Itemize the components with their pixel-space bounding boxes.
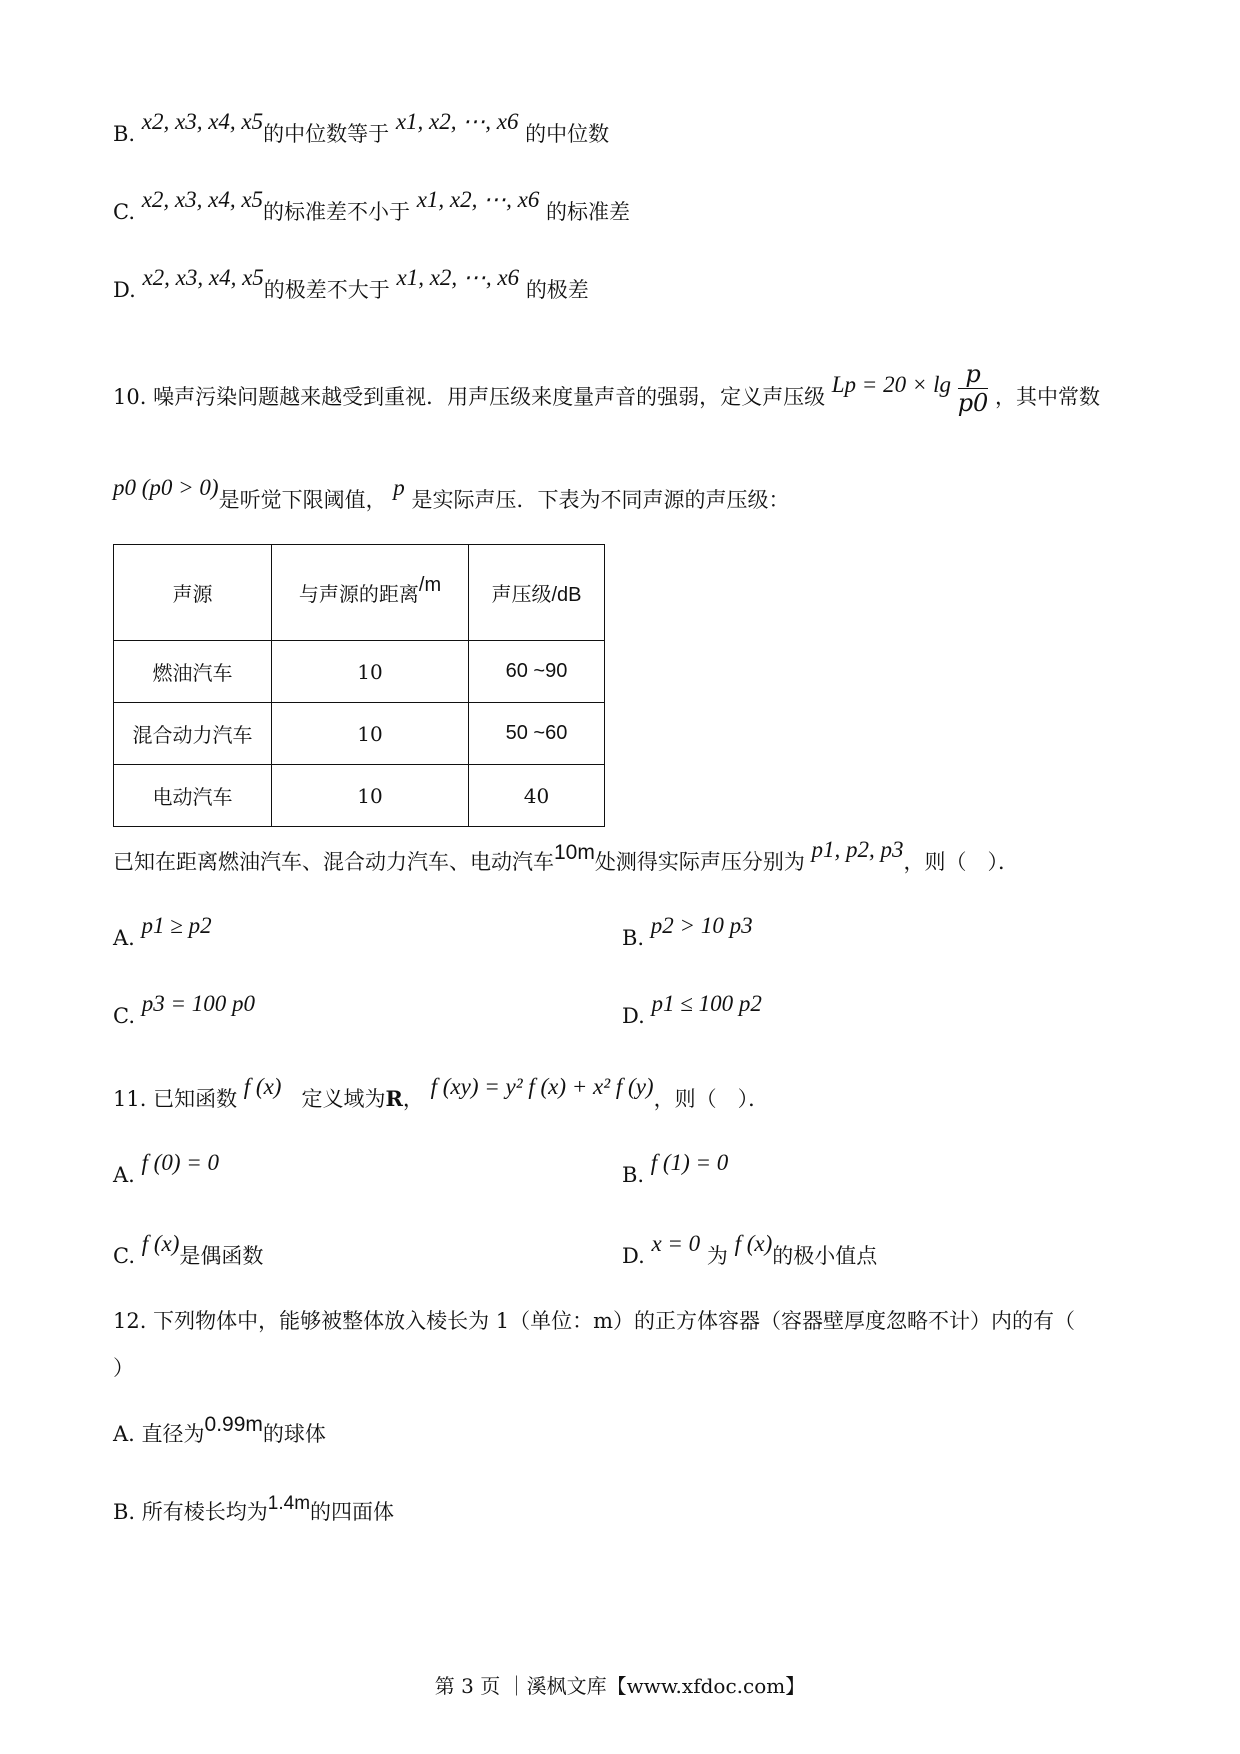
question-text: ，则（ ）． — [653, 1087, 770, 1111]
table-cell: 燃油汽车 — [114, 641, 272, 703]
option-text: 的极小值点 — [772, 1244, 878, 1268]
q11-option-a — [113, 1150, 220, 1188]
math-expression: p3 = 100 p0 — [141, 991, 255, 1016]
option-label: B. — [622, 1163, 645, 1187]
table-cell: 10 — [272, 703, 469, 765]
q12-option-b — [113, 1493, 395, 1526]
math-expression: f (1) = 0 — [650, 1150, 729, 1175]
q10-stem-line2 — [113, 475, 790, 514]
math-expression: f (x) — [243, 1074, 282, 1099]
page-footer: 第 3 页 ｜溪枫文库【www.xfdoc.com】 — [434, 1674, 806, 1698]
fraction-denominator: p0 — [957, 389, 989, 417]
header-unit: /m — [418, 574, 442, 596]
option-label: C. — [113, 200, 135, 224]
q11-option-b — [622, 1150, 729, 1188]
q11-option-d — [622, 1231, 878, 1270]
q12-stem — [113, 1305, 1075, 1335]
table-cell: 60 ~90 — [469, 641, 605, 703]
option-label: A. — [113, 1163, 135, 1187]
question-text: ， — [402, 1087, 424, 1111]
fraction — [958, 360, 989, 417]
table-cell: 40 — [469, 765, 605, 827]
option-text: 的标准差不小于 — [263, 200, 411, 224]
math-expression: x = 0 — [651, 1231, 701, 1256]
option-text: 的中位数 — [525, 122, 610, 146]
header-unit: /dB — [551, 584, 582, 606]
q10-option-c — [113, 991, 255, 1029]
table-cell: 电动汽车 — [114, 765, 272, 827]
question-text: 是实际声压．下表为不同声源的声压级： — [411, 488, 790, 512]
real-numbers-symbol: R — [385, 1086, 403, 1111]
math-value: 1.4m — [267, 1493, 311, 1514]
math-expression: p1 ≥ p2 — [141, 913, 212, 938]
math-value: 0.99m — [204, 1413, 263, 1436]
math-expression: x1, x2, ⋯, x6 — [396, 265, 520, 290]
table-cell: 50 ~60 — [469, 703, 605, 765]
math-expression: x1, x2, ⋯, x6 — [416, 187, 540, 212]
q10-given — [113, 837, 1020, 876]
math-expression: f (x) — [141, 1231, 180, 1256]
option-label: D. — [113, 278, 136, 302]
math-expression: f (0) = 0 — [141, 1150, 220, 1175]
option-text: 的四面体 — [310, 1500, 395, 1524]
q10-option-a — [113, 913, 212, 951]
table-header: 声源 — [114, 545, 272, 641]
q10-option-b — [622, 913, 753, 951]
question-text: 处测得实际声压分别为 — [594, 850, 805, 874]
math-expression: x1, x2, ⋯, x6 — [395, 109, 519, 134]
option-label: A. — [113, 926, 135, 950]
math-expression: f (x) — [734, 1231, 773, 1256]
option-text: 的中位数等于 — [263, 122, 390, 146]
table-header — [272, 545, 469, 641]
q12-option-a — [113, 1413, 326, 1448]
table-row — [114, 765, 605, 827]
question-text: 12. 下列物体中，能够被整体放入棱长为 1（单位：m）的正方体容器（容器壁厚度忽略不计）内的有（ — [113, 1309, 1076, 1333]
question-text: ） — [113, 1356, 134, 1380]
math-expression: p1 ≤ 100 p2 — [651, 991, 762, 1016]
question-text: 10. 噪声污染问题越来越受到重视．用声压级来度量声音的强弱，定义声压级 — [113, 385, 826, 409]
table-row — [114, 641, 605, 703]
option-text: 的球体 — [262, 1422, 326, 1446]
option-label: C. — [113, 1004, 135, 1028]
math-expression: p1, p2, p3 — [811, 837, 904, 862]
math-expression: p — [393, 475, 405, 500]
question-text: 是听觉下限阈值， — [218, 488, 387, 512]
q11-stem — [113, 1074, 770, 1113]
q11-option-c — [113, 1231, 264, 1270]
table-cell: 10 — [272, 641, 469, 703]
option-label: B. — [622, 926, 645, 950]
option-label: D. — [622, 1004, 645, 1028]
option-text: 是偶函数 — [179, 1244, 264, 1268]
question-text: ，则（ ）． — [903, 850, 1020, 874]
header-text: 与声源的距离 — [298, 582, 419, 606]
q12-stem-line2 — [113, 1352, 134, 1382]
q9-option-c — [113, 187, 631, 226]
question-text: 已知在距离燃油汽车、混合动力汽车、电动汽车 — [113, 850, 554, 874]
question-text: 11. 已知函数 — [113, 1087, 238, 1111]
option-text: 的标准差 — [546, 200, 631, 224]
math-expression: x2, x3, x4, x5 — [142, 265, 264, 290]
math-expression: x2, x3, x4, x5 — [141, 109, 264, 134]
question-text: ，其中常数 — [995, 385, 1101, 409]
sound-level-table — [113, 544, 605, 827]
option-text: 为 — [706, 1244, 728, 1268]
q9-option-d — [113, 265, 589, 304]
option-label: A. 直径为 — [113, 1422, 205, 1446]
math-expression: x2, x3, x4, x5 — [141, 187, 264, 212]
option-text: 的极差不大于 — [263, 278, 390, 302]
table-cell: 10 — [272, 765, 469, 827]
fraction-numerator: p — [958, 360, 989, 389]
table-row — [114, 703, 605, 765]
table-cell: 混合动力汽车 — [114, 703, 272, 765]
option-label: D. — [622, 1244, 645, 1268]
formula: Lp = 20 × lg — [831, 372, 951, 397]
table-header-row — [114, 545, 605, 641]
functional-equation: f (xy) = y² f (x) + x² f (y) — [430, 1074, 654, 1099]
distance-value: 10m — [554, 841, 595, 864]
q10-stem — [113, 360, 1101, 427]
option-text: 的极差 — [525, 278, 589, 302]
header-text: 声压级 — [491, 582, 552, 606]
math-expression: p2 > 10 p3 — [650, 913, 753, 938]
q9-option-b — [113, 109, 610, 148]
option-label: B. — [113, 122, 136, 146]
option-label: C. — [113, 1244, 135, 1268]
q10-option-d — [622, 991, 762, 1029]
math-expression: p0 (p0 > 0) — [113, 475, 219, 500]
table-header — [469, 545, 605, 641]
option-label: B. 所有棱长均为 — [113, 1500, 268, 1524]
question-text: 定义域为 — [301, 1087, 386, 1111]
